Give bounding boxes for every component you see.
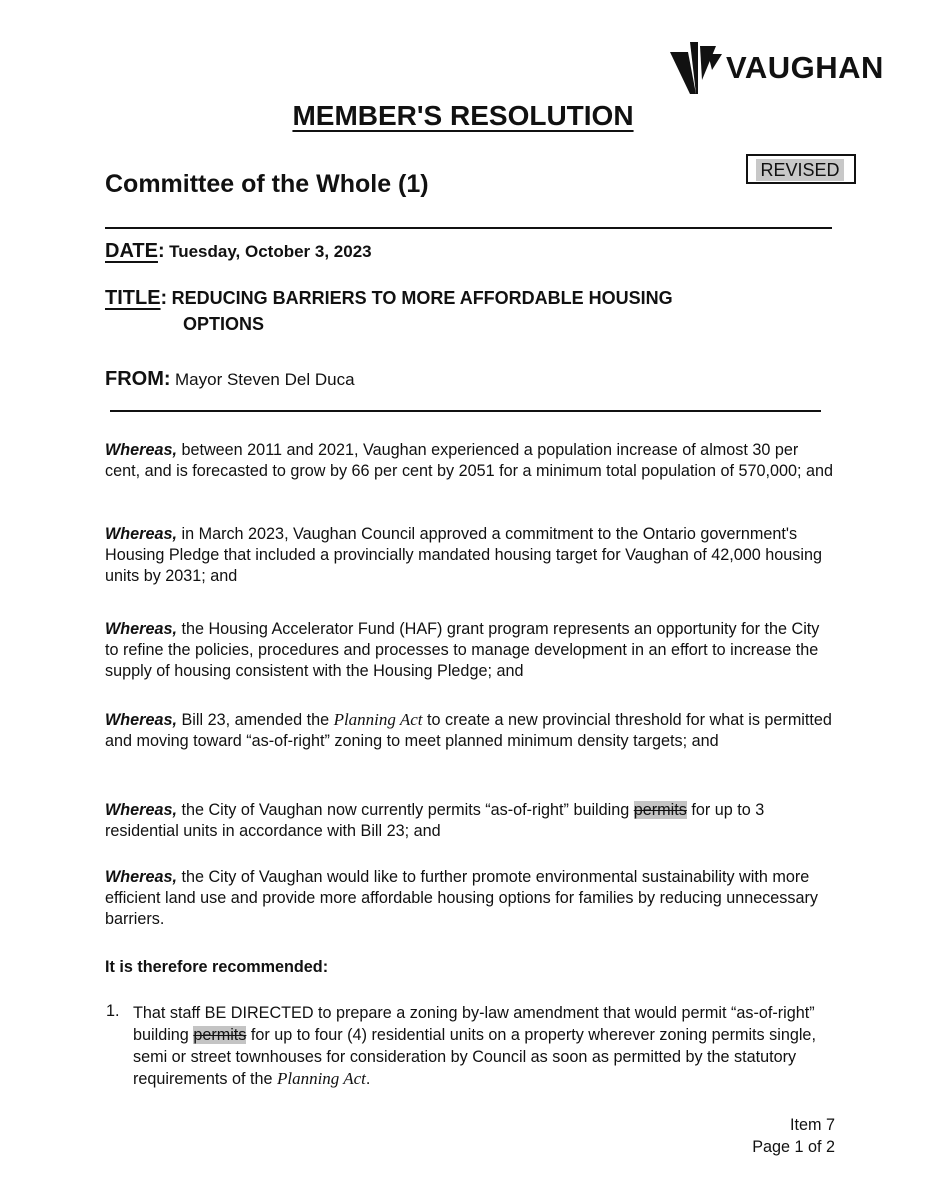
- recommendation-heading: It is therefore recommended:: [105, 958, 329, 976]
- revised-badge-label: REVISED: [756, 159, 844, 181]
- date-row: DATE: Tuesday, October 3, 2023: [105, 240, 372, 262]
- title-row: TITLE: REDUCING BARRIERS TO MORE AFFORDABLE HOUSING OPTIONS: [105, 287, 673, 334]
- vaughan-logo-icon: [668, 40, 724, 96]
- whereas-paragraph: Whereas, in March 2023, Vaughan Council approved a commitment to the Ontario government's Housing Pledge that included a provincially mandated housing target for Vaughan of 42,000 housing units by 2031; and: [105, 525, 822, 585]
- planning-act-reference: Planning Act: [276, 1069, 366, 1088]
- date-value: Tuesday, October 3, 2023: [169, 242, 372, 261]
- whereas-paragraph: Whereas, the City of Vaughan would like to further promote environmental sustainability with more efficient land use and provide more affordable housing options for families by reducing unnecessary barriers.: [105, 868, 818, 928]
- list-number: 1.: [106, 1002, 120, 1020]
- vaughan-logo: [668, 40, 884, 96]
- title-label: TITLE: [105, 287, 161, 309]
- whereas-paragraph: Whereas, the City of Vaughan now currently permits “as-of-right” building permits for up to 3 residential units in accordance with Bill 23; and: [105, 801, 765, 840]
- whereas-paragraph: Whereas, Bill 23, amended the Planning Act to create a new provincial threshold for what is permitted and moving toward “as-of-right” zoning to meet planned minimum density targets; and: [105, 710, 832, 750]
- revised-badge: [746, 154, 856, 184]
- from-row: [105, 368, 355, 391]
- from-value: Mayor Steven Del Duca: [175, 370, 355, 389]
- whereas-paragraph: Whereas, the Housing Accelerator Fund (HAF) grant program represents an opportunity for the City to refine the policies, procedures and processes to manage development in an effort to increase the supply of housing consistent with the Housing Pledge; and: [105, 620, 820, 680]
- planning-act-reference: Planning Act: [333, 710, 423, 729]
- divider: [110, 410, 821, 412]
- title-value-line1: REDUCING BARRIERS TO MORE AFFORDABLE HOUSING: [171, 288, 673, 308]
- struck-text: permits: [193, 1026, 247, 1044]
- document-title: MEMBER'S RESOLUTION: [292, 100, 634, 131]
- title-value-line2: OPTIONS: [183, 314, 265, 334]
- from-label: FROM:: [105, 368, 171, 390]
- footer-item-number: Item 7: [790, 1116, 835, 1134]
- recommendation-item: That staff BE DIRECTED to prepare a zoning by-law amendment that would permit “as-of-right” building permits for up to four (4) residential units on a property wherever zoning permits single, semi or street townhouses for consideration by Council as soon as permitted by the statutory requirements of the Planning Act.: [133, 1004, 816, 1088]
- logo-text: VAUGHAN: [726, 50, 884, 85]
- divider: [105, 227, 832, 229]
- date-label: DATE: [105, 240, 158, 262]
- footer-page-number: Page 1 of 2: [752, 1138, 835, 1156]
- committee-name: Committee of the Whole (1): [105, 170, 429, 198]
- struck-text: permits: [633, 801, 687, 819]
- whereas-paragraph: Whereas, between 2011 and 2021, Vaughan experienced a population increase of almost 30 per cent, and is forecasted to grow by 66 per cent by 2051 for a minimum total population of 570,000; and: [105, 441, 833, 480]
